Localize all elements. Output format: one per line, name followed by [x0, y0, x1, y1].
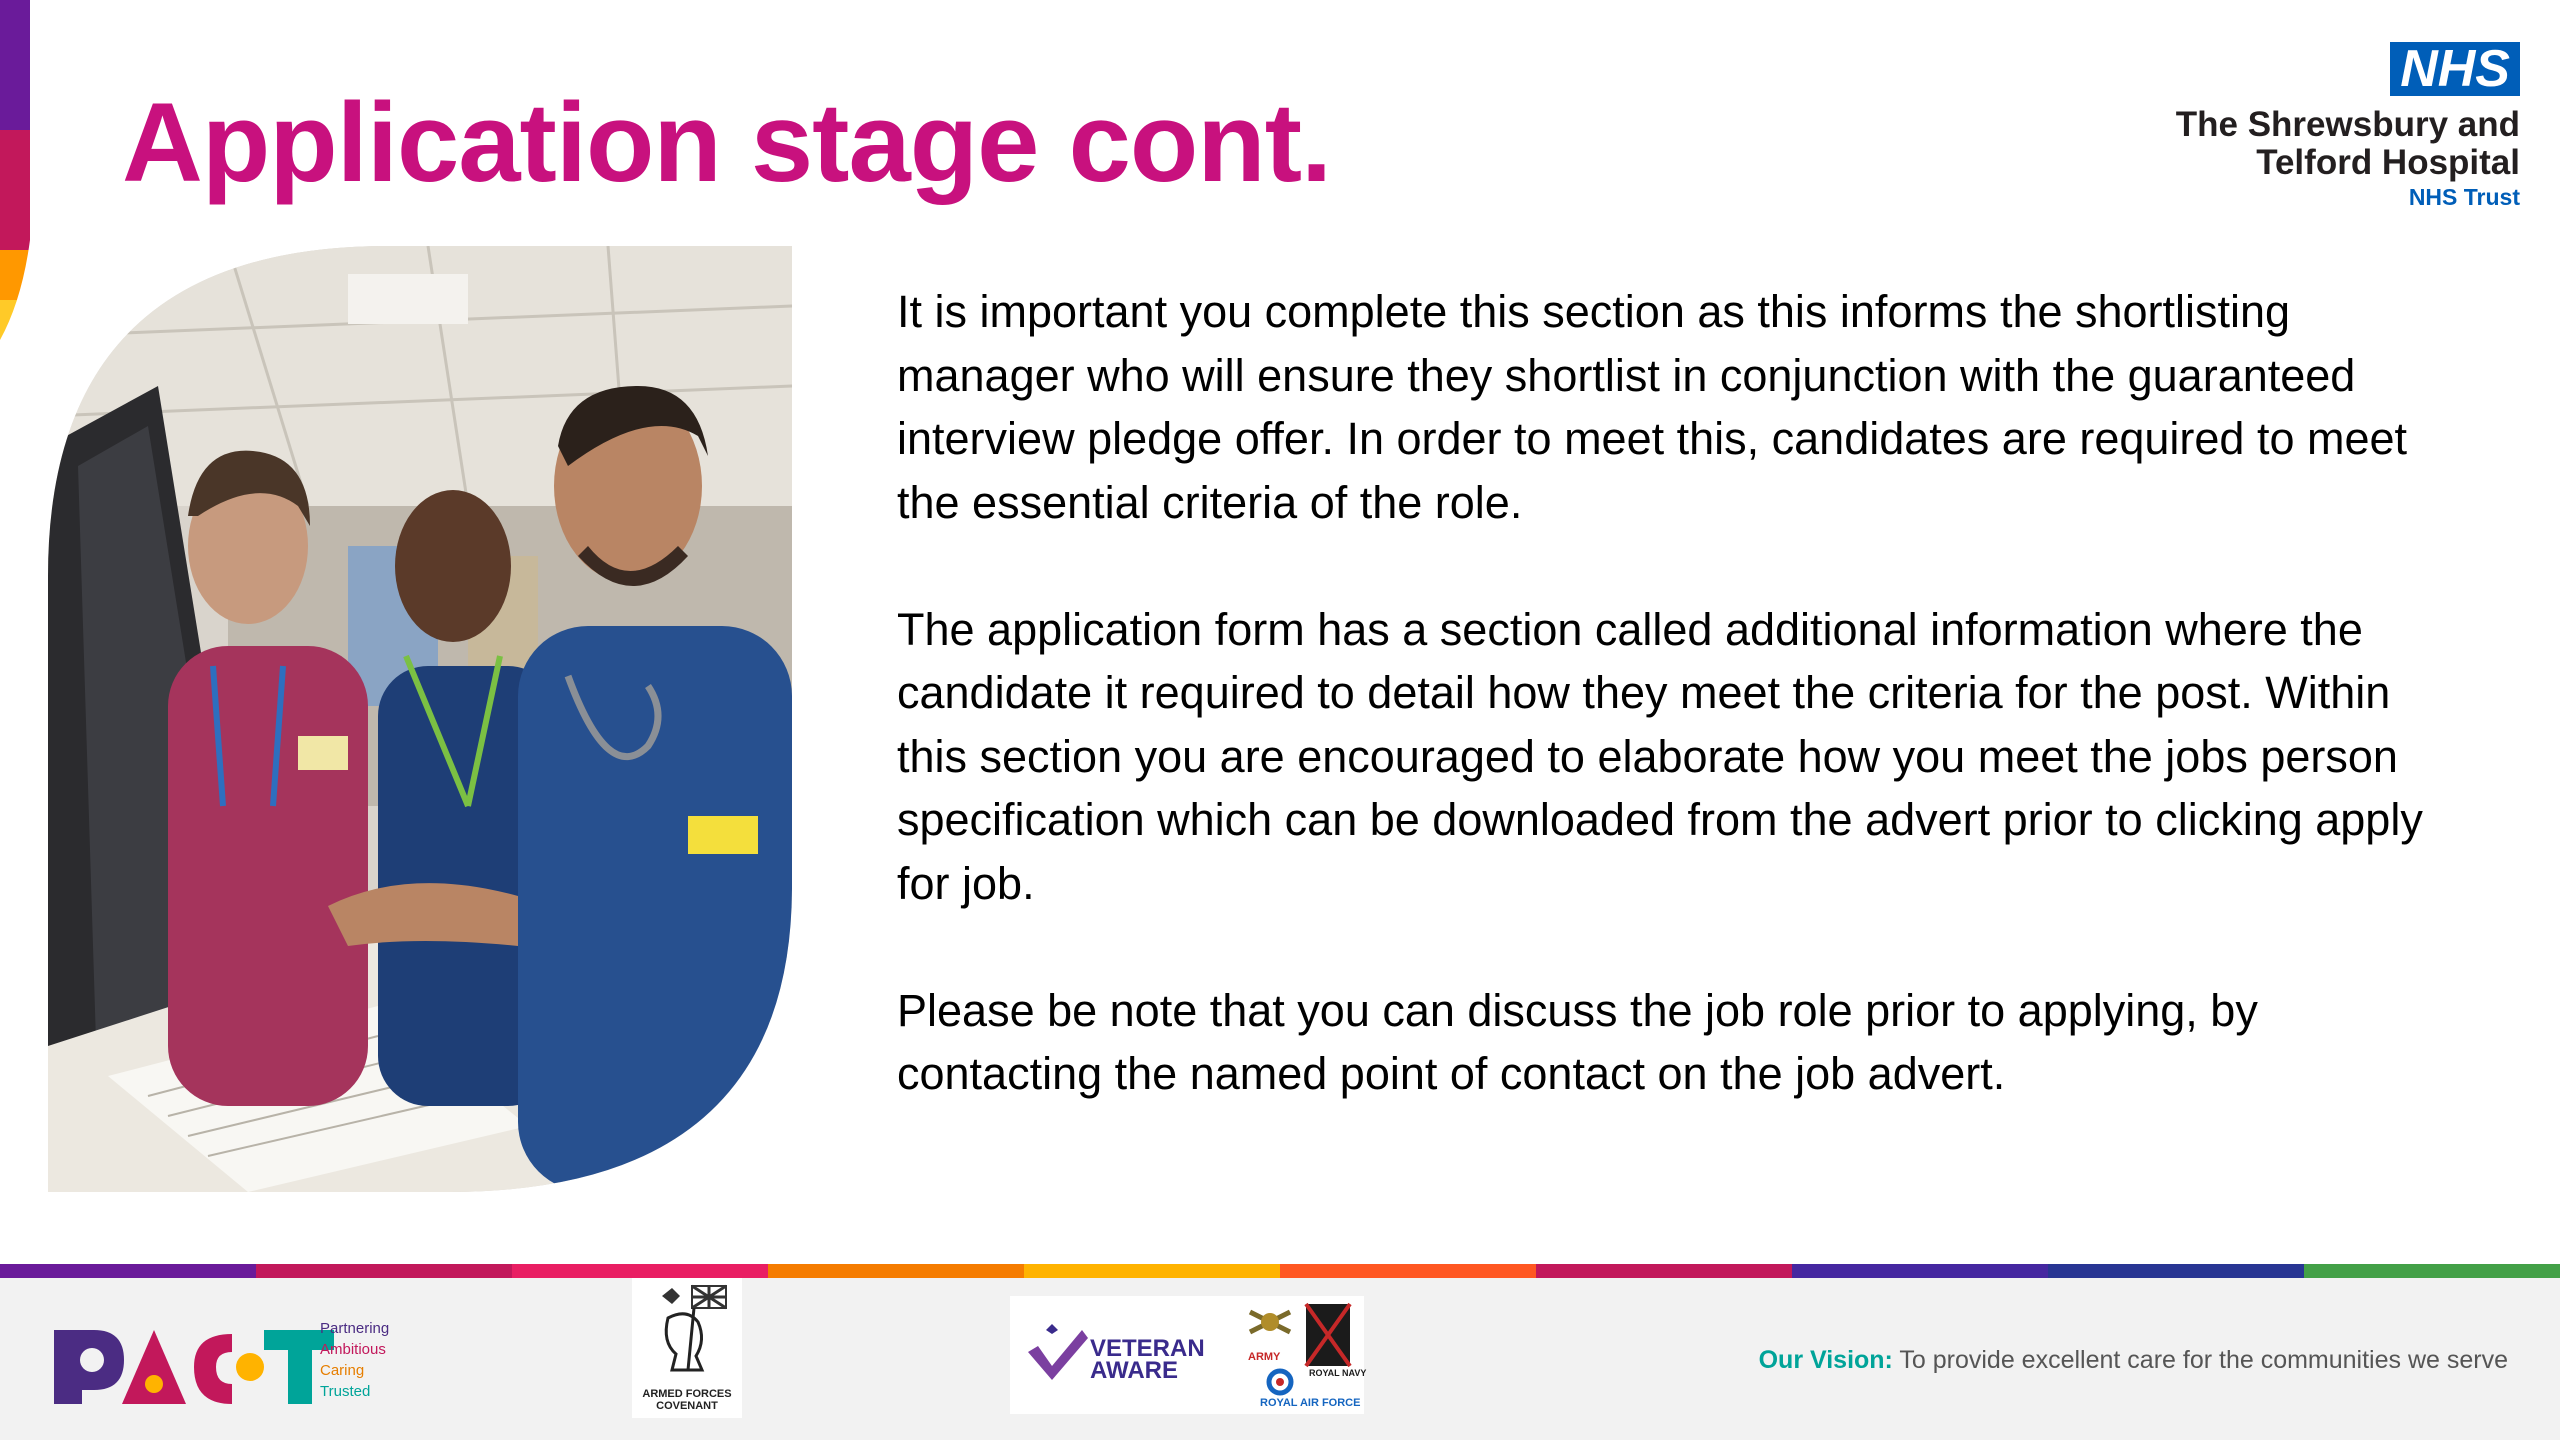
veteran-label-line2: AWARE — [1090, 1357, 1179, 1384]
nhs-trust-label: NHS Trust — [2408, 184, 2520, 210]
nhs-org-name-line2: Telford Hospital — [2256, 143, 2520, 182]
veteran-tick-icon — [1022, 1320, 1092, 1390]
armed-forces-covenant-badge — [632, 1278, 742, 1418]
staff-photo — [48, 246, 792, 1192]
paragraph-contact: Please be note that you can discuss the job role prior to applying, by contacting the named point of contact on the job advert. — [897, 984, 2258, 1099]
covenant-label-line1: ARMED FORCES — [642, 1388, 732, 1400]
rainbow-divider — [0, 1264, 2560, 1278]
pact-value-caring: Caring — [320, 1362, 365, 1379]
veteran-aware-badge — [1010, 1296, 1367, 1414]
page-title: Application stage cont. — [122, 80, 1332, 205]
pact-value-trusted: Trusted — [320, 1383, 371, 1400]
vision-label: Our Vision: — [1758, 1346, 1893, 1374]
pact-values — [320, 1318, 389, 1402]
lion-emblem-icon — [632, 1278, 742, 1378]
pact-value-ambitious: Ambitious — [320, 1341, 386, 1358]
vision-text: To provide excellent care for the communities we serve — [1899, 1346, 2508, 1374]
royal-navy-label: ROYAL NAVY — [1309, 1368, 1367, 1378]
body-text — [897, 280, 2457, 1169]
pact-value-partnering: Partnering — [320, 1320, 390, 1337]
paragraph-shortlisting: It is important you complete this section as this informs the shortlisting manager who will ensure they shortlist in conjunction with the guaranteed interview pledge offer. In order to meet this, candidates are required to meet the essential criteria of the role. — [897, 286, 2408, 528]
nhs-org-name-line1: The Shrewsbury and — [2175, 105, 2520, 144]
royal-air-force-label: ROYAL AIR FORCE — [1260, 1397, 1361, 1409]
paragraph-additional-information: The application form has a section called additional information where the candidate it required to detail how they meet the criteria for the post. Within this section you are encouraged to elaborate how you meet the jobs person specification which can be downloaded from the advert prior to clicking apply for job. — [897, 603, 2423, 909]
covenant-label-line2: COVENANT — [656, 1400, 718, 1412]
footer — [0, 1278, 2560, 1440]
nhs-trust-logo — [2120, 42, 2520, 211]
army-label: ARMY — [1248, 1351, 1281, 1363]
vision-statement — [1759, 1346, 2508, 1375]
left-decorative-stripe — [0, 0, 52, 340]
veteran-label-line1: VETERAN — [1090, 1335, 1205, 1362]
nhs-lozenge: NHS — [2390, 42, 2520, 96]
armed-services-emblems-icon — [1240, 1302, 1367, 1410]
